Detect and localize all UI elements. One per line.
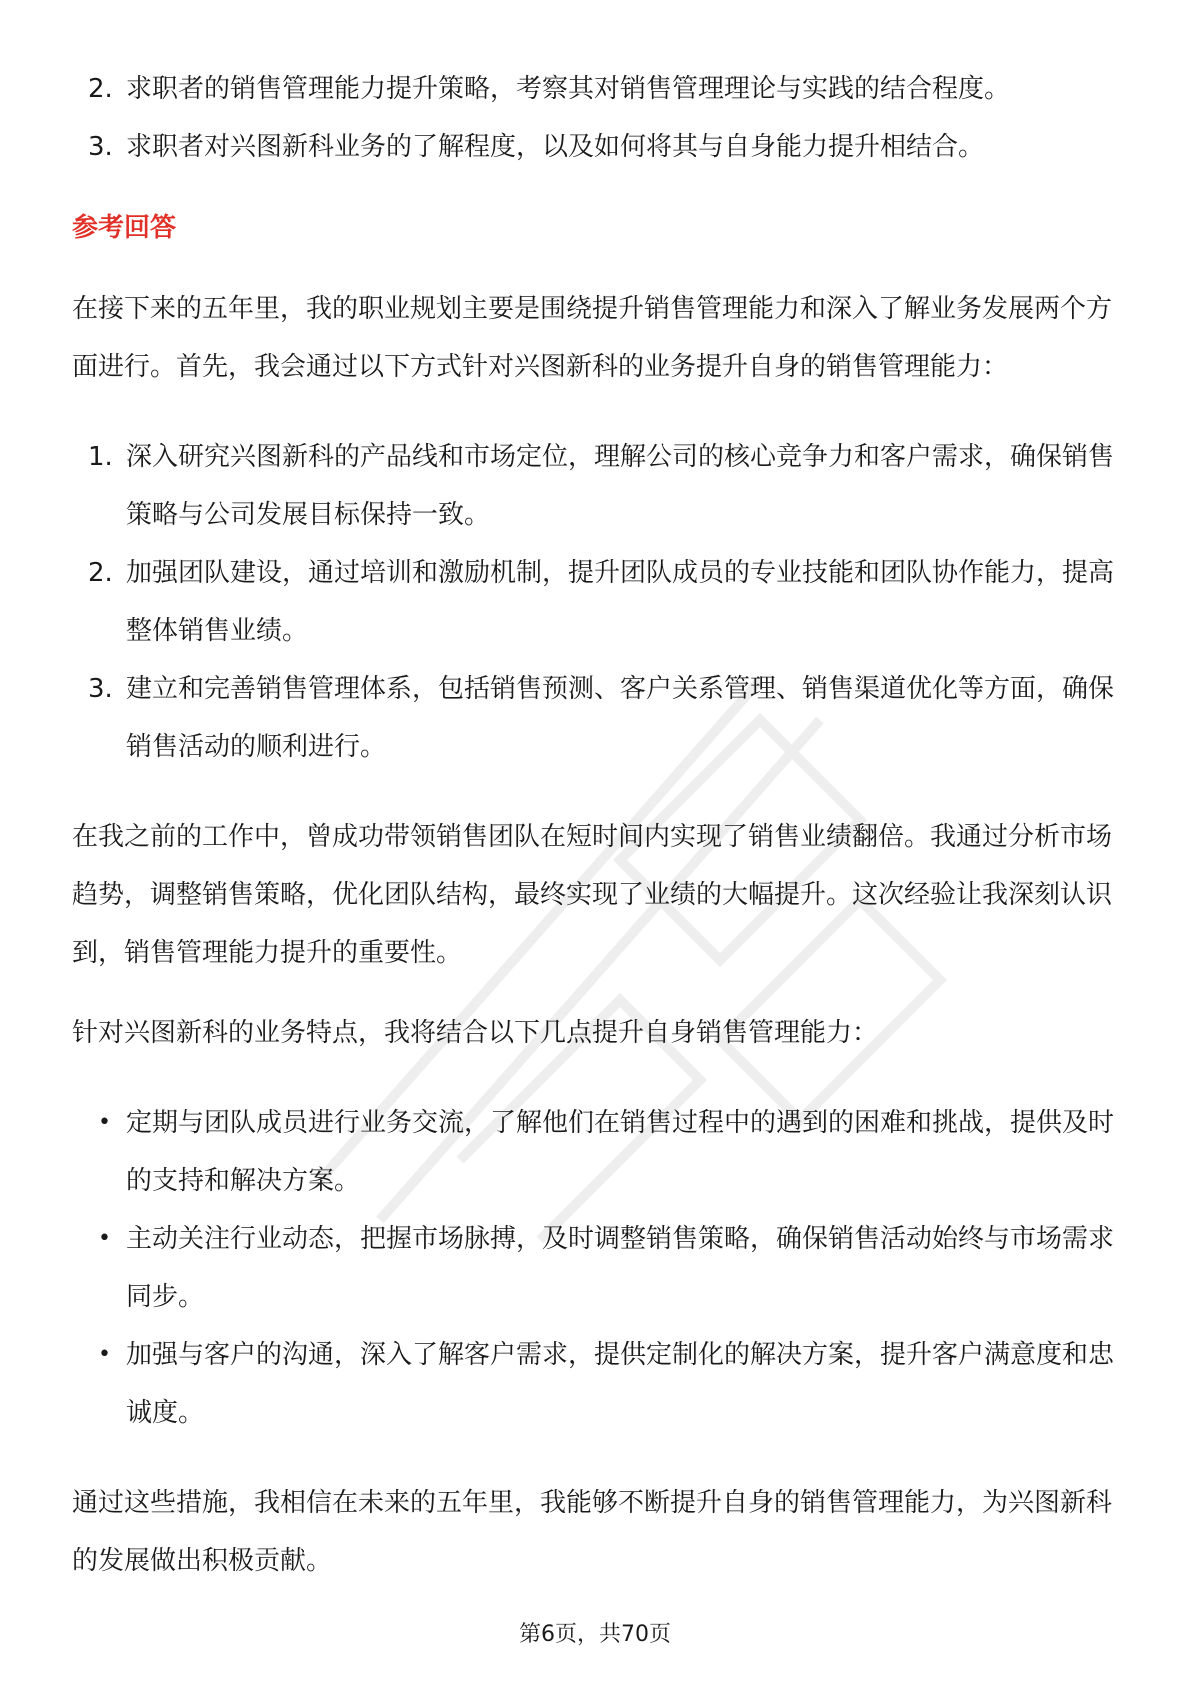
list-item-text: 加强团队建设，通过培训和激励机制，提升团队成员的专业技能和团队协作能力，提高整体销售业绩。 <box>126 558 1115 646</box>
list-number: 2. <box>88 74 113 104</box>
list-item-text: 求职者的销售管理能力提升策略，考察其对销售管理理论与实践的结合程度。 <box>126 74 1011 104</box>
list-item <box>72 660 1122 776</box>
list-item-text: 定期与团队成员进行业务交流，了解他们在销售过程中的遇到的困难和挑战，提供及时的支持和解决方案。 <box>126 1108 1115 1196</box>
list-item <box>72 1210 1122 1326</box>
bullet-icon: • <box>98 1110 111 1135</box>
paragraph: 通过这些措施，我相信在未来的五年里，我能够不断提升自身的销售管理能力，为兴图新科的发展做出积极贡献。 <box>72 1488 1113 1576</box>
list-item <box>72 1094 1122 1210</box>
list-item-text: 深入研究兴图新科的产品线和市场定位，理解公司的核心竞争力和客户需求，确保销售策略与公司发展目标保持一致。 <box>126 442 1115 530</box>
list-item-text: 加强与客户的沟通，深入了解客户需求，提供定制化的解决方案，提升客户满意度和忠诚度。 <box>126 1340 1115 1428</box>
list-number: 3. <box>88 132 113 162</box>
intro-criteria-list <box>72 60 1122 176</box>
paragraph: 在我之前的工作中，曾成功带领销售团队在短时间内实现了销售业绩翻倍。我通过分析市场趋势，调整销售策略，优化团队结构，最终实现了业绩的大幅提升。这次经验让我深刻认识到，销售管理能力提升的重要性。 <box>72 822 1113 968</box>
list-number: 1. <box>88 442 113 472</box>
bullet-list <box>72 1094 1122 1442</box>
list-item <box>72 60 1122 118</box>
list-item <box>72 118 1122 176</box>
list-number: 2. <box>88 558 113 588</box>
paragraph: 在接下来的五年里，我的职业规划主要是围绕提升销售管理能力和深入了解业务发展两个方面进行。首先，我会通过以下方式针对兴图新科的业务提升自身的销售管理能力： <box>72 294 1113 382</box>
bullet-icon: • <box>98 1342 111 1367</box>
list-item <box>72 428 1122 544</box>
list-item-text: 建立和完善销售管理体系，包括销售预测、客户关系管理、销售渠道优化等方面，确保销售活动的顺利进行。 <box>126 674 1115 762</box>
section-heading: 参考回答 <box>72 213 177 243</box>
content-area <box>72 60 1122 1590</box>
plan-list <box>72 428 1122 776</box>
paragraph: 针对兴图新科的业务特点，我将结合以下几点提升自身销售管理能力： <box>72 1018 879 1048</box>
list-item <box>72 544 1122 660</box>
list-item-text: 求职者对兴图新科业务的了解程度，以及如何将其与自身能力提升相结合。 <box>126 132 985 162</box>
list-number: 3. <box>88 674 113 704</box>
page-number-footer: 第6页，共70页 <box>519 1622 671 1647</box>
list-item-text: 主动关注行业动态，把握市场脉搏，及时调整销售策略，确保销售活动始终与市场需求同步。 <box>126 1224 1115 1312</box>
list-item <box>72 1326 1122 1442</box>
bullet-icon: • <box>98 1226 111 1251</box>
